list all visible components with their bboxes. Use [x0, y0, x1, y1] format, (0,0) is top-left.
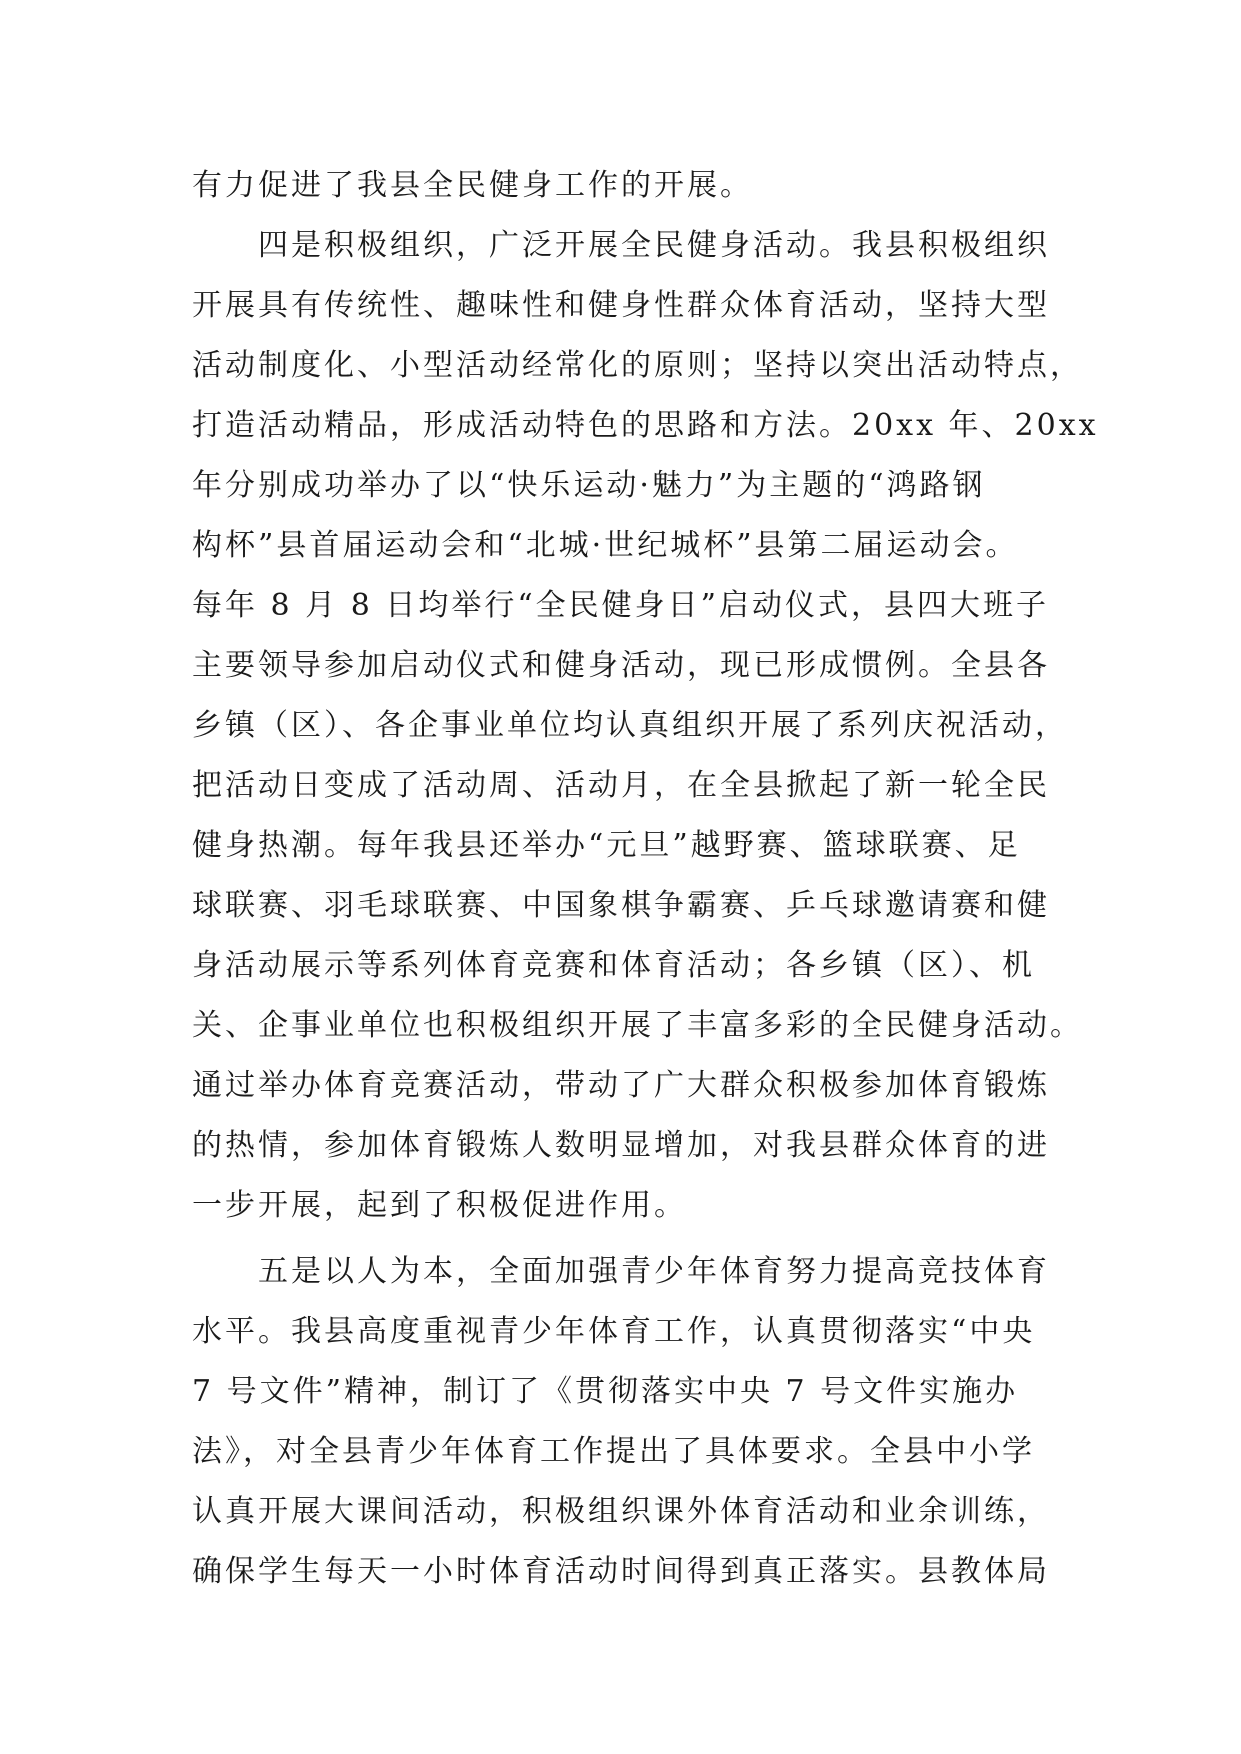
text-line: 年分别成功举办了以“快乐运动·魅力”为主题的“鸿路钢	[192, 468, 986, 503]
text-line: 法》，对全县青少年体育工作提出了具体要求。全县中小学	[192, 1434, 1035, 1469]
paragraph-fifth-point	[192, 1242, 1062, 1602]
text-line: 打造活动精品，形成活动特色的思路和方法。20xx 年、20xx	[192, 408, 1099, 443]
document-body	[192, 156, 1099, 1602]
text-line: 乡镇（区）、各企事业单位均认真组织开展了系列庆祝活动，	[192, 708, 1068, 743]
text-line: 认真开展大课间活动，积极组织课外体育活动和业余训练，	[192, 1494, 1050, 1529]
text-line: 四是积极组织，广泛开展全民健身活动。我县积极组织	[258, 228, 1050, 263]
text-line: 7 号文件”精神，制订了《贯彻落实中央 7 号文件实施办	[192, 1374, 1019, 1409]
text-line: 关、企事业单位也积极组织开展了丰富多彩的全民健身活动。	[192, 1008, 1083, 1043]
text-line: 球联赛、羽毛球联赛、中国象棋争霸赛、乒乓球邀请赛和健	[192, 888, 1050, 923]
text-line: 水平。我县高度重视青少年体育工作，认真贯彻落实“中央	[192, 1314, 1036, 1349]
text-line: 的热情，参加体育锻炼人数明显增加，对我县群众体育的进	[192, 1128, 1050, 1163]
text-line: 把活动日变成了活动周、活动月，在全县掀起了新一轮全民	[192, 768, 1050, 803]
text-line: 确保学生每天一小时体育活动时间得到真正落实。县教体局	[192, 1554, 1050, 1589]
paragraph-fourth-point	[192, 216, 1099, 1236]
text-line: 每年 8 月 8 日均举行“全民健身日”启动仪式，县四大班子	[192, 588, 1049, 623]
paragraph-continuation	[192, 156, 1062, 216]
text-line: 构杯”县首届运动会和“北城·世纪城杯”县第二届运动会。	[192, 528, 1019, 563]
text-line: 身活动展示等系列体育竞赛和体育活动；各乡镇（区）、机	[192, 948, 1035, 983]
text-line: 五是以人为本，全面加强青少年体育努力提高竞技体育	[258, 1254, 1050, 1289]
text-line: 活动制度化、小型活动经常化的原则；坚持以突出活动特点，	[192, 348, 1083, 383]
text-line: 主要领导参加启动仪式和健身活动，现已形成惯例。全县各	[192, 648, 1050, 683]
text-line: 健身热潮。每年我县还举办“元旦”越野赛、篮球联赛、足	[192, 828, 1021, 863]
text-line: 有力促进了我县全民健身工作的开展。	[192, 168, 753, 203]
text-line: 一步开展，起到了积极促进作用。	[192, 1188, 687, 1223]
text-line: 开展具有传统性、趣味性和健身性群众体育活动，坚持大型	[192, 288, 1050, 323]
text-line: 通过举办体育竞赛活动，带动了广大群众积极参加体育锻炼	[192, 1068, 1050, 1103]
